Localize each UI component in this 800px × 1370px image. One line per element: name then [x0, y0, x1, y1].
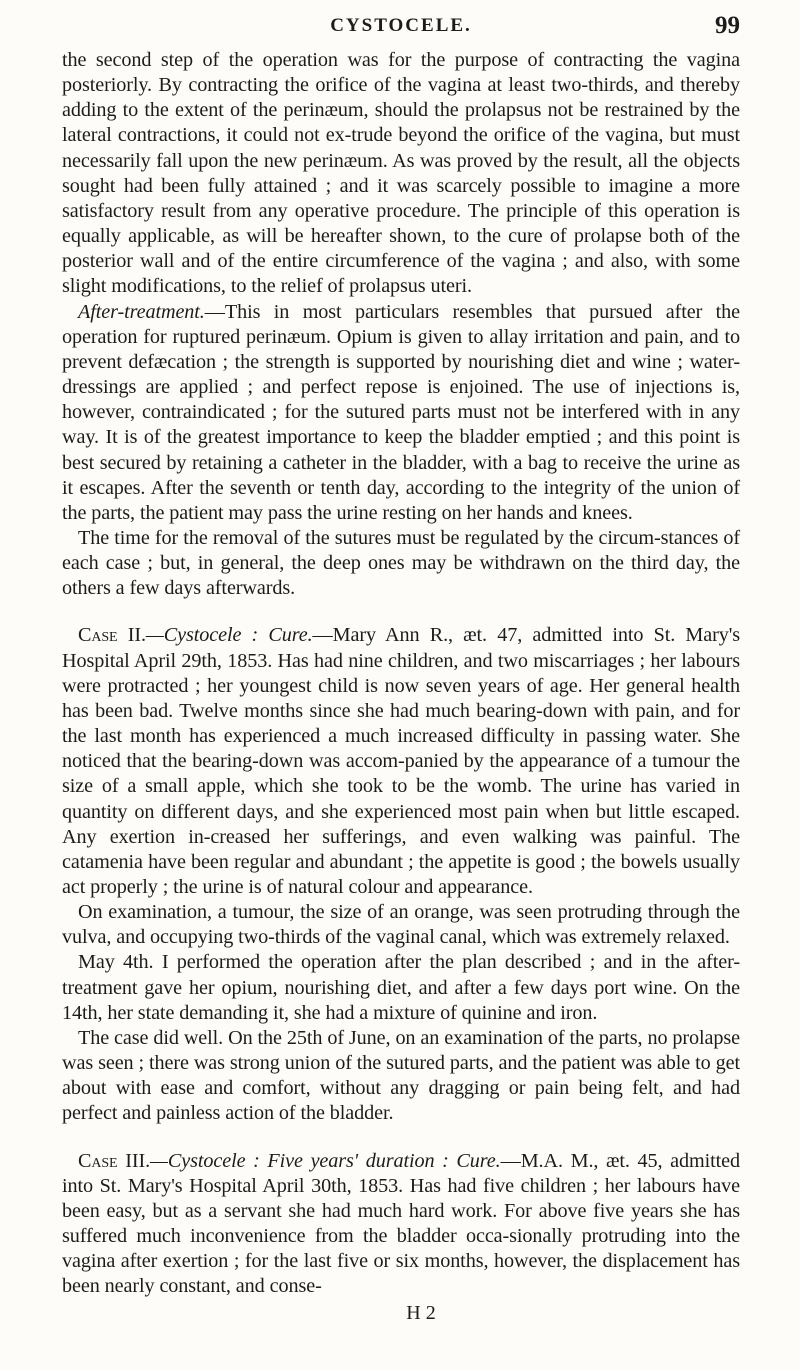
section-lead-after-treatment: After-treatment. — [78, 300, 205, 323]
paragraph-may-4th: May 4th. I performed the operation after the plan described ; and in the after-treatment gave her opium, nourishing diet, and after a few days port wine. On the 14th, her state demanding it, she had a mixture of quinine and iron. — [62, 951, 740, 1024]
case-ii-label: Case II. — [78, 624, 146, 647]
paragraph-after-treatment: After-treatment.—This in most particulars resembles that pursued after the operation for ruptured perinæum. Opium is given to allay irritation and pain, and to prevent defæcation ; the strength is supported by nourishing diet and wine ; water-dressings are applied ; and perfect repose is enjoined. The use of injections is, however, contraindicated ; for the sutured parts must not be interfered with in any way. It is of the greatest importance to keep the bladder emptied ; and this point is best secured by retaining a catheter in the bladder, with a bag to receive the urine as it escapes. After the seventh or tenth day, according to the integrity of the union of the parts, the patient may pass the urine resting on her hands and knees. — [62, 300, 740, 524]
paragraph-case-ii: Case II.—Cystocele : Cure.—Mary Ann R., æt. 47, admitted into St. Mary's Hospital April 29th, 1853. Has had nine children, and two miscarriages ; her labours were protracted ; her youngest child is now seven years of age. Her general health has been bad. Twelve months since she had much bearing-down with pain, and for the last month has experienced a much increased difficulty in passing water. She noticed that the bearing-down was accom-panied by the appearance of a tumour the size of a small apple, which she took to be the womb. The urine has varied in quantity on different days, and she experienced most pain when but little escaped. Any exertion in-creased her sufferings, and even walking was painful. The catamenia have been regular and abundant ; the appetite is good ; the bowels usually act properly ; the urine is of natural colour and appearance. — [62, 624, 740, 898]
case-ii-title: —Cystocele : Cure. — [145, 624, 313, 647]
paragraph-examination: On examination, a tumour, the size of an orange, was seen protruding through the vulva, and occupying two-thirds of the vaginal canal, which was extremely relaxed. — [62, 901, 740, 949]
page-number: 99 — [715, 12, 740, 39]
paragraph-case-iii: Case III.—Cystocele : Five years' duration : Cure.—M.A. M., æt. 45, admitted into St. Mary's Hospital April 30th, 1853. Has had five children ; her labours have been easy, but as a servant she had much hard work. For above five years she has suffered much inconvenience from the bladder occa-sionally protruding into the vagina after exertion ; for the last five or six months, however, the displacement has been nearly constant, and conse- — [62, 1149, 740, 1298]
paragraph-continuation: the second step of the operation was for the purpose of contracting the vagina posteriorly. By contracting the orifice of the vagina at least two-thirds, and thereby adding to the extent of the perinæum, should the prolapsus not be restrained by the lateral contractions, it could not ex-trude beyond the orifice of the vagina, but must necessarily fall upon the new perinæum. As was proved by the result, all the objects sought had been fully attained ; and it was scarcely possible to imagine a more satisfactory result from any operative procedure. The principle of this operation is equally applicable, as will be hereafter shown, to the cure of prolapse both of the posterior wall and of the entire circumference of the vagina ; and also, with some slight modifications, to the relief of prolapsus uteri. — [62, 49, 740, 298]
signature-mark: H 2 — [406, 1301, 436, 1324]
running-title: CYSTOCELE. — [330, 15, 472, 36]
paragraph-case-outcome: The case did well. On the 25th of June, on an examination of the parts, no prolapse was seen ; there was strong union of the sutured parts, and the patient was able to get about with ease and comfort, without any dragging or pain being felt, and had perfect and painless action of the bladder. — [62, 1026, 740, 1125]
running-head — [62, 0, 740, 40]
body-text — [62, 48, 740, 1325]
paragraph-sutures: The time for the removal of the sutures must be regulated by the circum-stances of each case ; but, in general, the deep ones may be withdrawn on the third day, the others a few days afterwards. — [62, 526, 740, 600]
case-iii-title: —Cystocele : Five years' duration : Cure. — [150, 1149, 501, 1172]
case-iii-label: Case III. — [78, 1149, 151, 1172]
